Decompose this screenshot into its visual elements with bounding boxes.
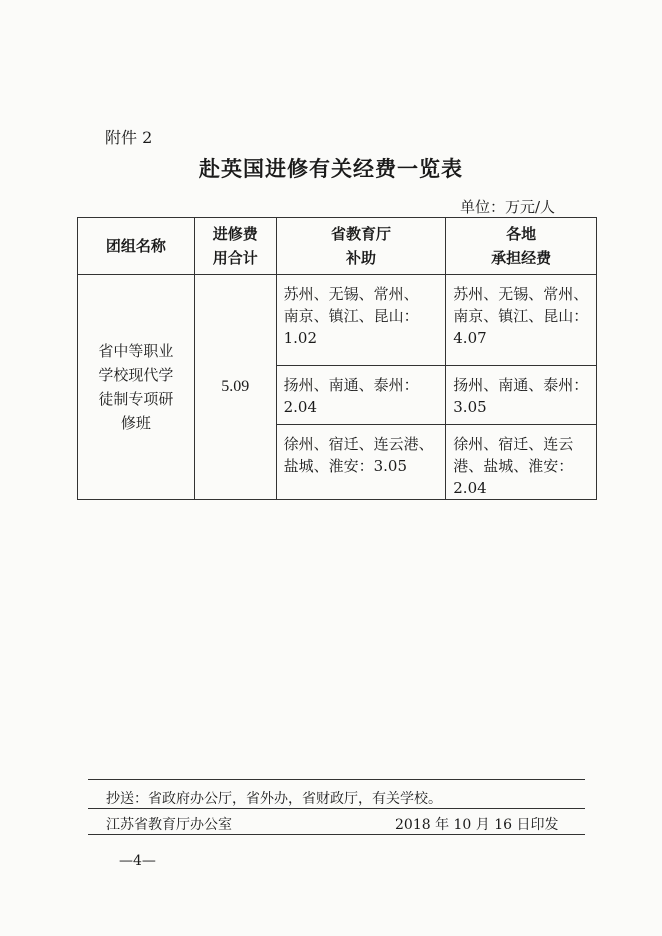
footer-top-rule: [88, 779, 585, 780]
province-subsidy-cell: 苏州、无锡、常州、 南京、镇江、昆山： 1.02: [276, 275, 446, 366]
unit-label: 单位：万元/人: [460, 198, 556, 216]
header-province-subsidy: 省教育厅 补助: [276, 218, 446, 275]
fee-table: [77, 217, 597, 500]
attachment-label: 附件 2: [105, 128, 153, 147]
local-funding-cell: 扬州、南通、泰州： 3.05: [446, 366, 597, 425]
print-date: 2018 年 10 月 16 日印发: [395, 817, 559, 833]
header-total: 进修费 用合计: [194, 218, 276, 275]
cc-line: 抄送：省政府办公厅，省外办，省财政厅，有关学校。: [106, 791, 442, 807]
table-header-row: [78, 218, 597, 275]
header-local-funding: 各地 承担经费: [446, 218, 597, 275]
page-number: —4—: [119, 853, 156, 869]
header-group-name: 团组名称: [78, 218, 195, 275]
group-name-cell: 省中等职业 学校现代学 徒制专项研 修班: [78, 275, 195, 500]
province-subsidy-cell: 徐州、宿迁、连云港、 盐城、淮安：3.05: [276, 425, 446, 500]
province-subsidy-cell: 扬州、南通、泰州： 2.04: [276, 366, 446, 425]
local-funding-cell: 徐州、宿迁、连云 港、盐城、淮安： 2.04: [446, 425, 597, 500]
footer-bottom-rule: [88, 834, 585, 835]
footer-middle-rule: [88, 808, 585, 809]
table-row: [78, 275, 597, 366]
document-title: 赴英国进修有关经费一览表: [199, 156, 463, 181]
total-cost-cell: 5.09: [194, 275, 276, 500]
local-funding-cell: 苏州、无锡、常州、 南京、镇江、昆山： 4.07: [446, 275, 597, 366]
issuer: 江苏省教育厅办公室: [106, 817, 232, 833]
